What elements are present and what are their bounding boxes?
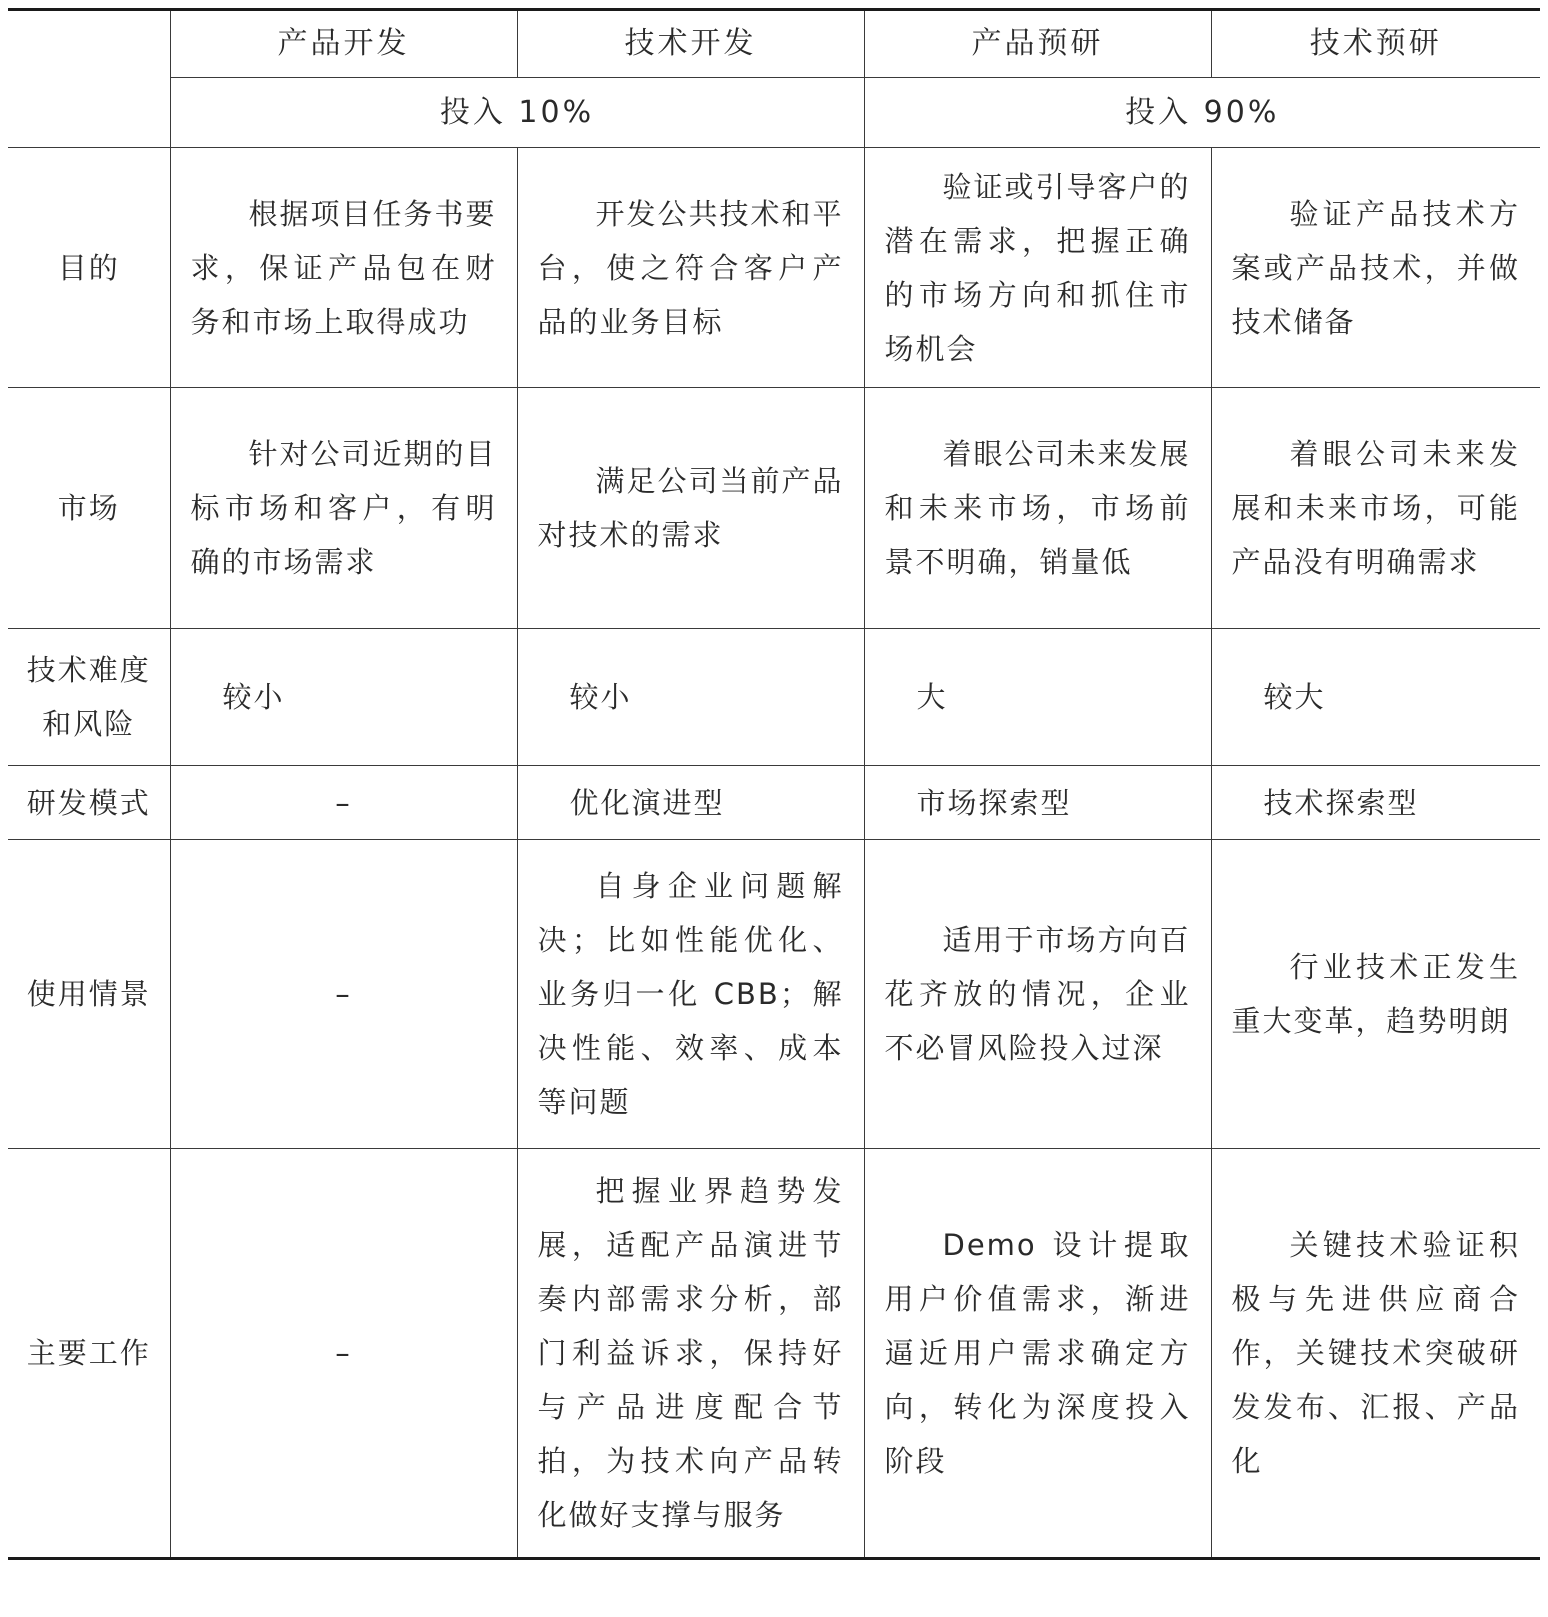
cell-scenario-technology-development xyxy=(517,840,864,1149)
cell-work-technology-development xyxy=(517,1149,864,1559)
table-row-purpose xyxy=(8,148,1540,388)
cell-text: 根据项目任务书要求，保证产品包在财务和市场上取得成功 xyxy=(190,196,497,339)
header-technology-development: 技术开发 xyxy=(517,10,864,78)
cell-market-technology-pre-research xyxy=(1211,388,1540,629)
cell-text: 着眼公司未来发展和未来市场，市场前景不明确，销量低 xyxy=(884,437,1191,579)
cell-difficulty-technology-pre-research: 较大 xyxy=(1211,629,1540,766)
cell-rd-mode-technology-pre-research: 技术探索型 xyxy=(1211,766,1540,840)
cell-purpose-product-development xyxy=(170,148,517,388)
header-product-pre-research: 产品预研 xyxy=(864,10,1211,78)
cell-difficulty-product-development: 较小 xyxy=(170,629,517,766)
cell-market-product-development xyxy=(170,388,517,629)
cell-purpose-technology-pre-research xyxy=(1211,148,1540,388)
cell-scenario-product-development: – xyxy=(170,840,517,1149)
cell-purpose-technology-development xyxy=(517,148,864,388)
cell-scenario-technology-pre-research xyxy=(1211,840,1540,1149)
cell-work-product-development: – xyxy=(170,1149,517,1559)
cell-text: Demo 设计提取用户价值需求，渐进逼近用户需求确定方向，转化为深度投入阶段 xyxy=(884,1228,1191,1478)
row-label-line: 和风险 xyxy=(42,707,136,741)
cell-market-product-pre-research xyxy=(864,388,1211,629)
cell-text: 适用于市场方向百花齐放的情况，企业不必冒风险投入过深 xyxy=(884,923,1191,1065)
row-label-use-scenario: 使用情景 xyxy=(8,840,170,1149)
cell-rd-mode-technology-development: 优化演进型 xyxy=(517,766,864,840)
cell-text: 满足公司当前产品对技术的需求 xyxy=(537,464,844,552)
cell-rd-mode-product-development: – xyxy=(170,766,517,840)
cell-text: 行业技术正发生重大变革，趋势明朗 xyxy=(1231,950,1520,1038)
cell-rd-mode-product-pre-research: 市场探索型 xyxy=(864,766,1211,840)
cell-text: 关键技术验证积极与先进供应商合作，关键技术突破研发发布、汇报、产品化 xyxy=(1231,1228,1520,1478)
header-row-categories xyxy=(8,10,1540,78)
table-row-market xyxy=(8,388,1540,629)
cell-text: 验证或引导客户的潜在需求，把握正确的市场方向和抓住市场机会 xyxy=(884,169,1191,366)
header-technology-pre-research: 技术预研 xyxy=(1211,10,1540,78)
row-label-main-work: 主要工作 xyxy=(8,1149,170,1559)
row-label-rd-mode: 研发模式 xyxy=(8,766,170,840)
cell-purpose-product-pre-research xyxy=(864,148,1211,388)
row-label-market: 市场 xyxy=(8,388,170,629)
investment-label-development: 投入 10% xyxy=(170,78,864,148)
row-label-difficulty-risk xyxy=(8,629,170,766)
header-product-development: 产品开发 xyxy=(170,10,517,78)
cell-text: 自身企业问题解决；比如性能优化、业务归一化 CBB；解决性能、效率、成本等问题 xyxy=(537,869,844,1119)
table-row-rd-mode xyxy=(8,766,1540,840)
table-row-difficulty-risk xyxy=(8,629,1540,766)
cell-text: 把握业界趋势发展，适配产品演进节奏内部需求分析，部门利益诉求，保持好与产品进度配合节拍，为技术向产品转化做好支撑与服务 xyxy=(537,1174,844,1532)
cell-text: 验证产品技术方案或产品技术，并做技术储备 xyxy=(1231,196,1520,339)
comparison-table xyxy=(8,8,1540,1560)
table-row-use-scenario xyxy=(8,840,1540,1149)
header-row-investment xyxy=(8,78,1540,148)
cell-difficulty-product-pre-research: 大 xyxy=(864,629,1211,766)
cell-market-technology-development xyxy=(517,388,864,629)
row-label-line: 技术难度 xyxy=(26,653,151,687)
cell-scenario-product-pre-research xyxy=(864,840,1211,1149)
cell-work-technology-pre-research xyxy=(1211,1149,1540,1559)
cell-difficulty-technology-development: 较小 xyxy=(517,629,864,766)
header-corner-cell xyxy=(8,10,170,148)
row-label-purpose: 目的 xyxy=(8,148,170,388)
table-row-main-work xyxy=(8,1149,1540,1559)
cell-work-product-pre-research xyxy=(864,1149,1211,1559)
cell-text: 着眼公司未来发展和未来市场，可能产品没有明确需求 xyxy=(1231,437,1520,579)
cell-text: 开发公共技术和平台，使之符合客户产品的业务目标 xyxy=(537,196,844,339)
investment-label-pre-research: 投入 90% xyxy=(864,78,1540,148)
cell-text: 针对公司近期的目标市场和客户，有明确的市场需求 xyxy=(190,437,497,579)
